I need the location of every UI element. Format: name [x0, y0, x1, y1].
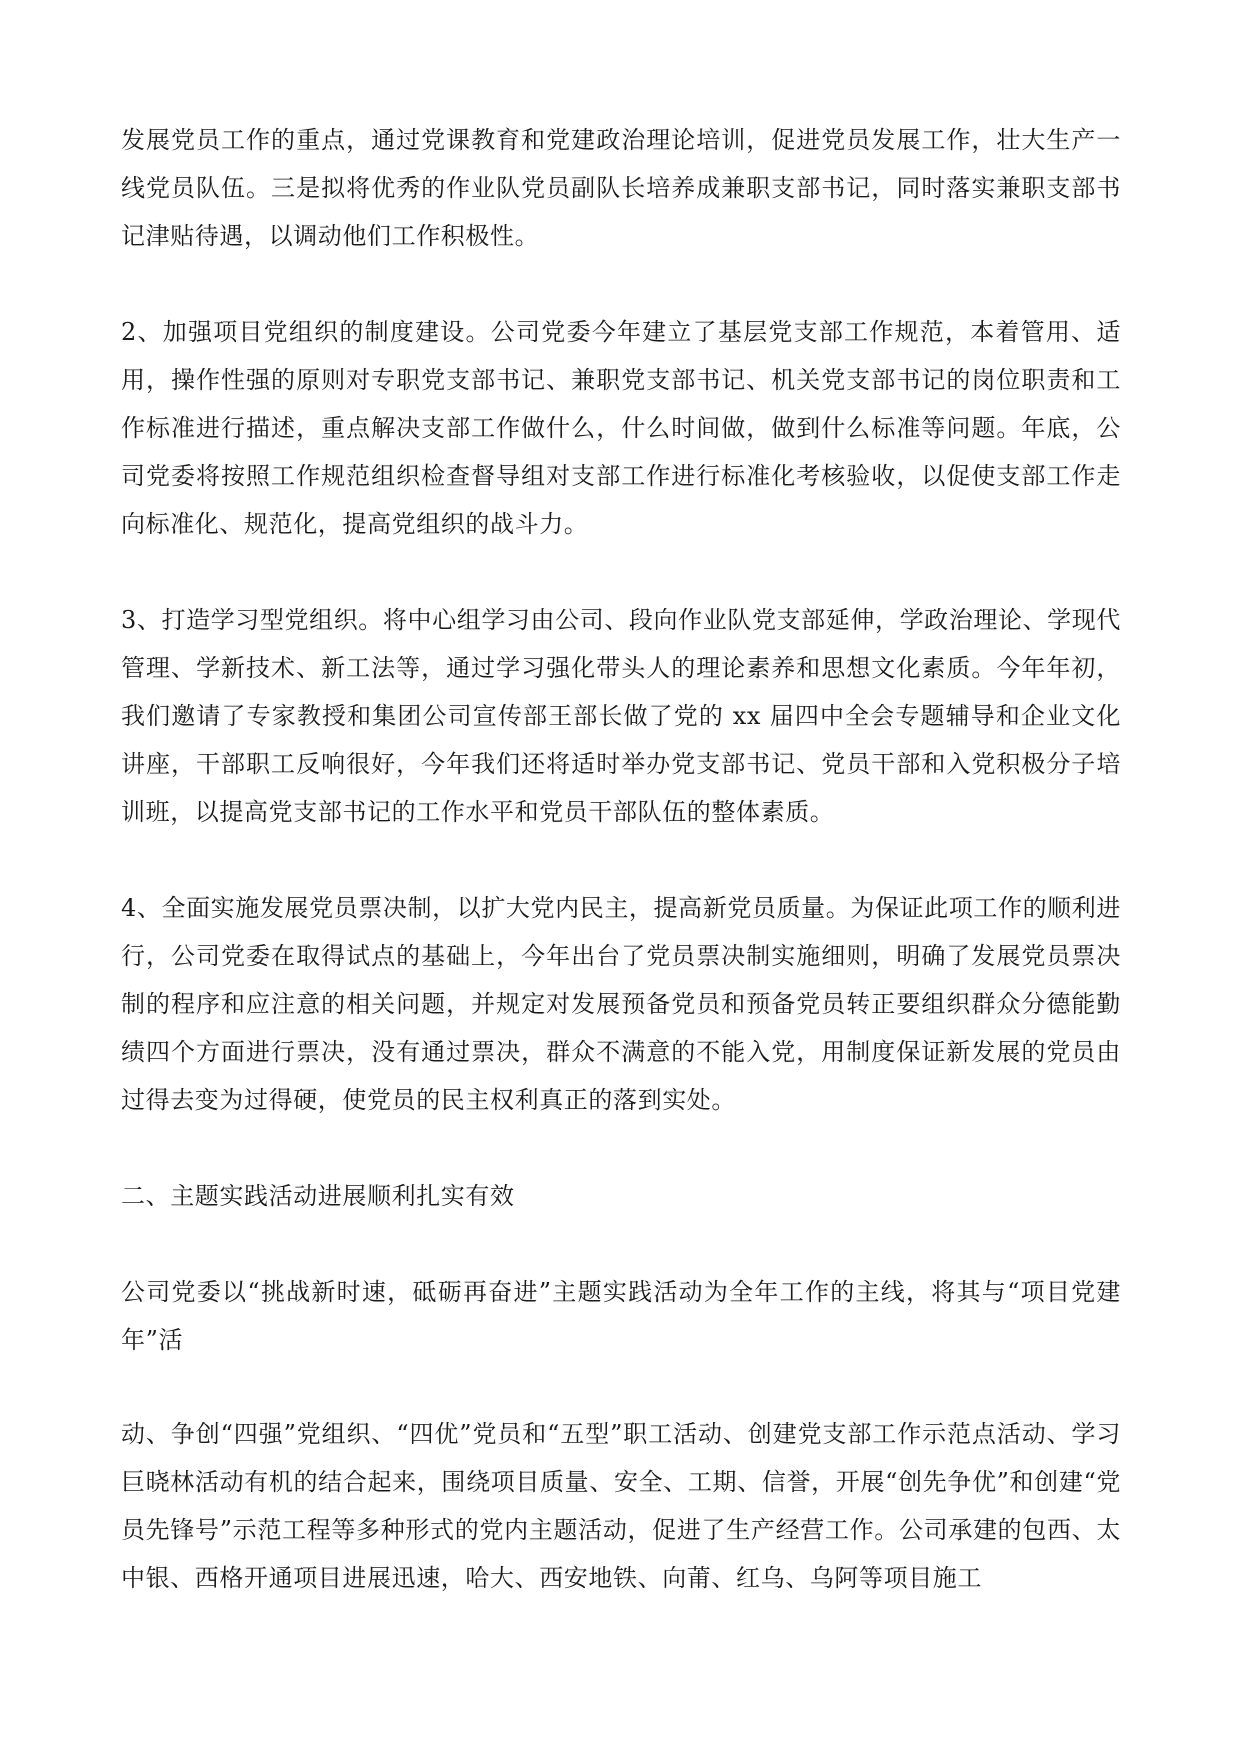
section-heading-theme-practice: 二、主题实践活动进展顺利扎实有效	[121, 1182, 515, 1210]
paragraph-system-building: 2、加强项目党组织的制度建设。公司党委今年建立了基层党支部工作规范，本着管用、适用，操作性强的原则对专职党支部书记、兼职党支部书记、机关党支部书记的岗位职责和工作标准进行描述，重点解决支部工作做什么，什么时间做，做到什么标准等问题。年底，公司党委将按照工作规范组织检查督导组对支部工作进行标准化考核验收，以促使支部工作走向标准化、规范化，提高党组织的战斗力。	[121, 318, 1121, 538]
paragraph-theme-practice-activities: 动、争创“四强”党组织、“四优”党员和“五型”职工活动、创建党支部工作示范点活动、学习巨晓林活动有机的结合起来，围绕项目质量、安全、工期、信誉，开展“创先争优”和创建“党员先锋号”示范工程等多种形式的党内主题活动，促进了生产经营工作。公司承建的包西、太中银、西格开通项目进展迅速，哈大、西安地铁、向莆、红乌、乌阿等项目施工	[121, 1420, 1121, 1592]
paragraph-learning-organization: 3、打造学习型党组织。将中心组学习由公司、段向作业队党支部延伸，学政治理论、学现代管理、学新技术、新工法等，通过学习强化带头人的理论素养和思想文化素质。今年年初，我们邀请了专家教授和集团公司宣传部王部长做了党的 xx 届四中全会专题辅导和企业文化讲座，干部职工反响很好，今年我们还将适时举办党支部书记、党员干部和入党积极分子培训班，以提高党支部书记的工作水平和党员干部队伍的整体素质。	[121, 606, 1121, 826]
paragraph-party-member-development: 发展党员工作的重点，通过党课教育和党建政治理论培训，促进党员发展工作，壮大生产一线党员队伍。三是拟将优秀的作业队党员副队长培养成兼职支部书记，同时落实兼职支部书记津贴待遇，以调动他们工作积极性。	[121, 126, 1121, 250]
document-body	[121, 116, 1121, 1650]
paragraph-theme-practice-intro: 公司党委以“挑战新时速，砥砺再奋进”主题实践活动为全年工作的主线，将其与“项目党建年”活	[121, 1278, 1121, 1354]
paragraph-voting-system: 4、全面实施发展党员票决制，以扩大党内民主，提高新党员质量。为保证此项工作的顺利进行，公司党委在取得试点的基础上，今年出台了党员票决制实施细则，明确了发展党员票决制的程序和应注意的相关问题，并规定对发展预备党员和预备党员转正要组织群众分德能勤绩四个方面进行票决，没有通过票决，群众不满意的不能入党，用制度保证新发展的党员由过得去变为过得硬，使党员的民主权利真正的落到实处。	[121, 894, 1121, 1114]
